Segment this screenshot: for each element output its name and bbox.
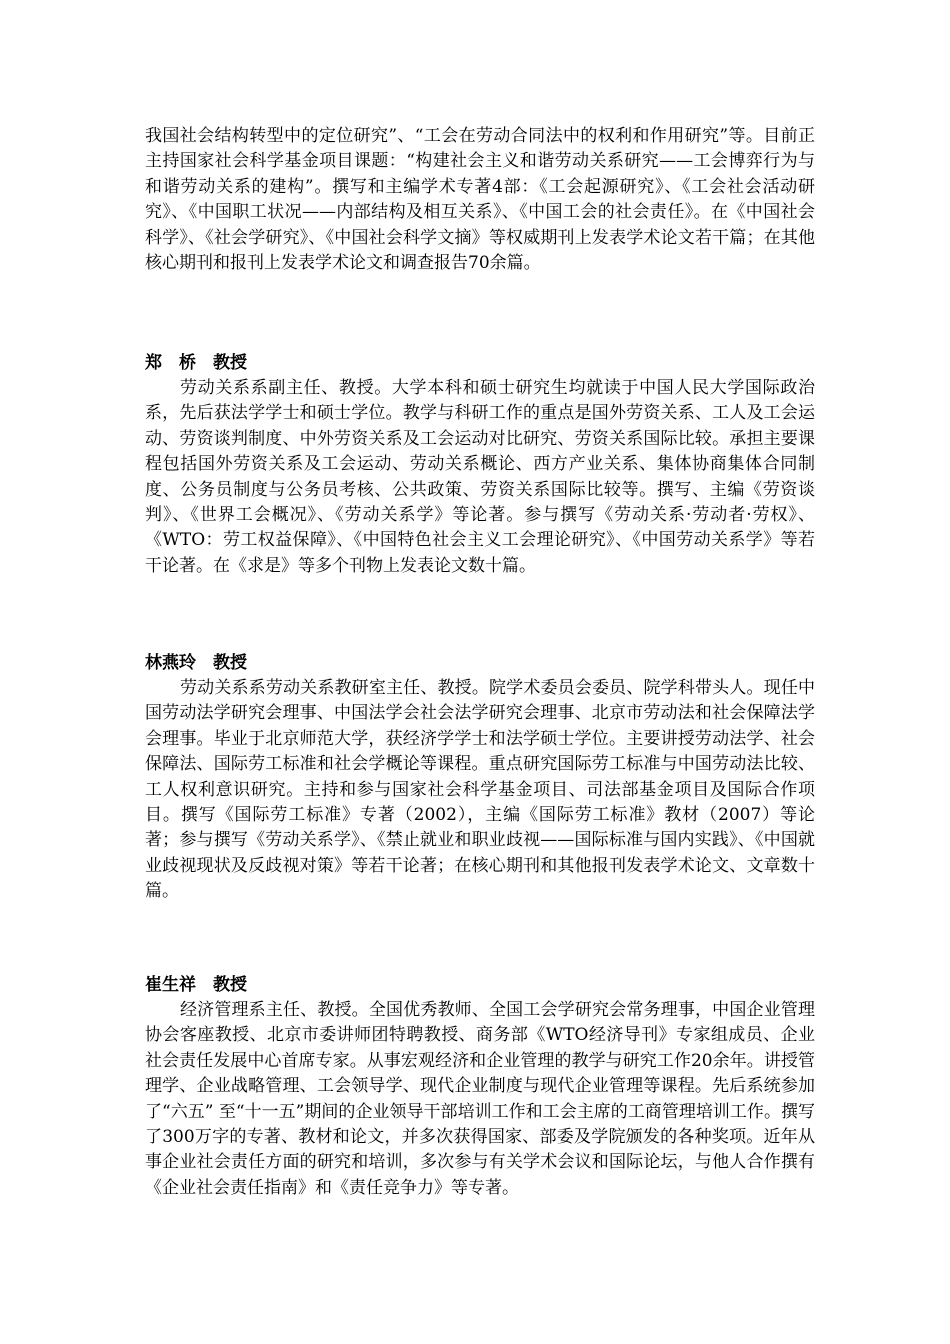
profile-heading-lin-yanling: 林燕玲 教授 bbox=[145, 653, 247, 673]
profile-heading-zheng-qiao: 郑 桥 教授 bbox=[145, 353, 247, 373]
continuation-paragraph: 我国社会结构转型中的定位研究”、“工会在劳动合同法中的权利和作用研究”等。目前正主持国家社会科学基金项目课题：“构建社会主义和谐劳动关系研究——工会博弈行为与和谐劳动关系的建构”。撰写和主编学术专著4部：《工会起源研究》、《工会社会活动研究》、《中国职工状况——内部结构及相互关系》、《中国工会的社会责任》。在《中国社会科学》、《社会学研究》、《中国社会科学文摘》等权威期刊上发表学术论文若干篇；在其他核心期刊和报刊上发表学术论文和调查报告70余篇。 bbox=[145, 126, 815, 274]
profile-bio-zheng-qiao: 劳动关系系副主任、教授。大学本科和硕士研究生均就读于中国人民大学国际政治系，先后获法学学士和硕士学位。教学与科研工作的重点是国外劳资关系、工人及工会运动、劳资谈判制度、中外劳资关系及工会运动对比研究、劳资关系国际比较。承担主要课程包括国外劳资关系及工会运动、劳动关系概论、西方产业关系、集体协商集体合同制度、公务员制度与公务员考核、公共政策、劳资关系国际比较等。撰写、主编《劳资谈判》、《世界工会概况》、《劳动关系学》等论著。参与撰写《劳动关系·劳动者·劳权》、《WTO：劳工权益保障》、《中国特色社会主义工会理论研究》、《中国劳动关系学》等若干论著。在《求是》等多个刊物上发表论文数十篇。 bbox=[145, 378, 815, 576]
profile-bio-cui-shengxiang: 经济管理系主任、教授。全国优秀教师、全国工会学研究会常务理事，中国企业管理协会客座教授、北京市委讲师团特聘教授、商务部《WTO经济导刊》专家组成员、企业社会责任发展中心首席专家。从事宏观经济和企业管理的教学与研究工作20余年。讲授管理学、企业战略管理、工会领导学、现代企业制度与现代企业管理等课程。先后系统参加了“六五” 至“十一五”期间的企业领导干部培训工作和工会主席的工商管理培训工作。撰写了300万字的专著、教材和论文，并多次获得国家、部委及学院颁发的各种奖项。近年从事企业社会责任方面的研究和培训，多次参与有关学术会议和国际论坛，与他人合作撰有《企业社会责任指南》和《责任竞争力》等专著。 bbox=[145, 1000, 815, 1198]
profile-bio-lin-yanling: 劳动关系系劳动关系教研室主任、教授。院学术委员会委员、院学科带头人。现任中国劳动法学研究会理事、中国法学会社会法学研究会理事、北京市劳动法和社会保障法学会理事。毕业于北京师范大学，获经济学学士和法学硕士学位。主要讲授劳动法学、社会保障法、国际劳工标准和社会学概论等课程。重点研究国际劳工标准与中国劳动法比较、工人权利意识研究。主持和参与国家社会科学基金项目、司法部基金项目及国际合作项目。撰写《国际劳工标准》专著（2002），主编《国际劳工标准》教材（2007）等论著；参与撰写《劳动关系学》、《禁止就业和职业歧视——国际标准与国内实践》、《中国就业歧视现状及反歧视对策》等若干论著；在核心期刊和其他报刊发表学术论文、文章数十篇。 bbox=[145, 678, 815, 902]
profile-heading-cui-shengxiang: 崔生祥 教授 bbox=[145, 975, 247, 995]
